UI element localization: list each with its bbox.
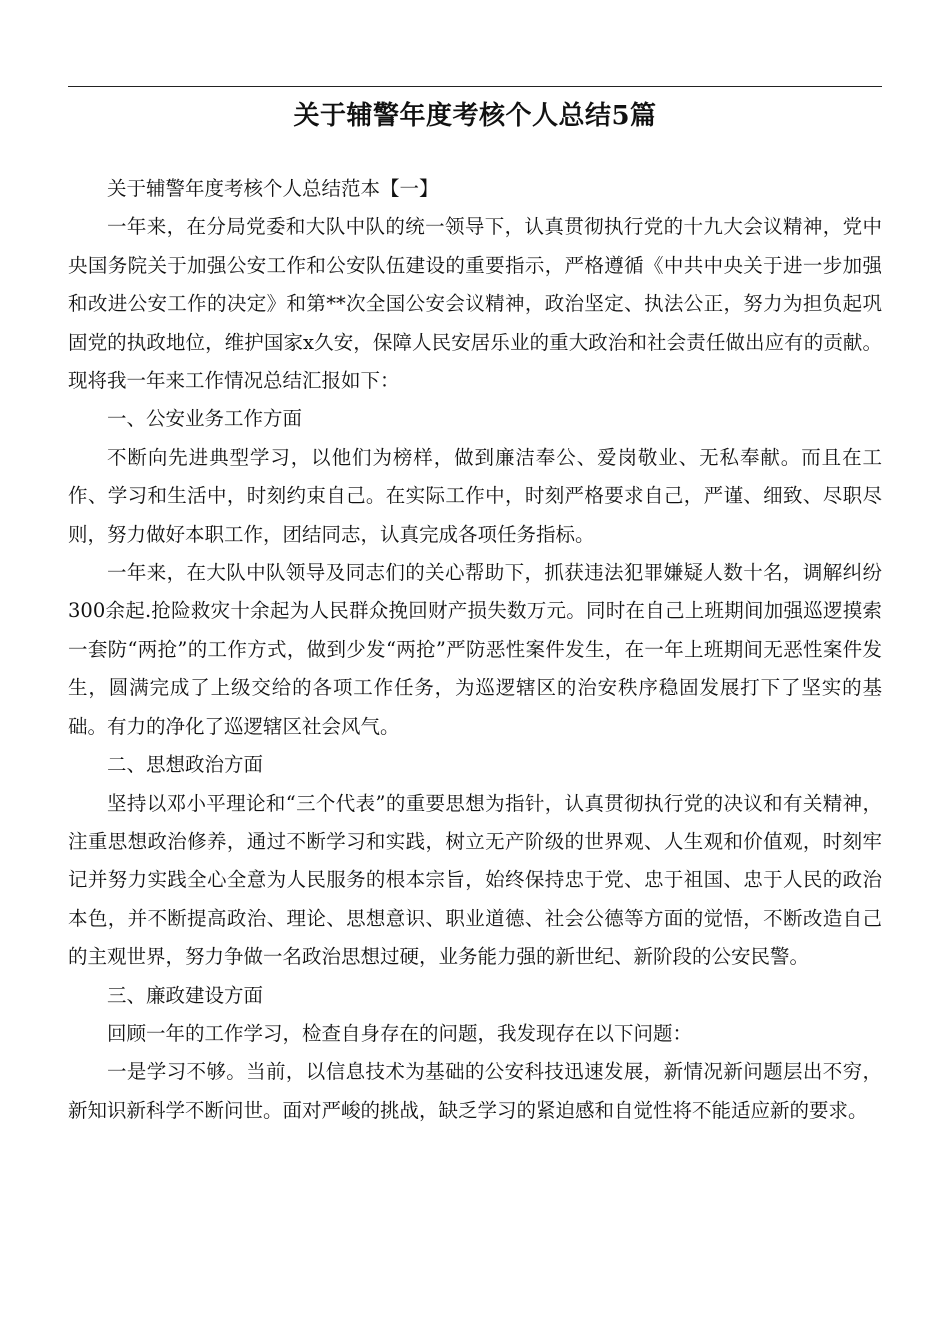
paragraph: 坚持以邓小平理论和“三个代表”的重要思想为指针，认真贯彻执行党的决议和有关精神，注重思想政治修养，通过不断学习和实践，树立无产阶级的世界观、人生观和价值观，时刻牢记并努力实践全心全意为人民服务的根本宗旨，始终保持忠于党、忠于祖国、忠于人民的政治本色，并不断提高政治、理论、思想意识、职业道德、社会公德等方面的觉悟，不断改造自己的主观世界，努力争做一名政治思想过硬，业务能力强的新世纪、新阶段的公安民警。 — [68, 791, 882, 969]
document-title: 关于辅警年度考核个人总结5篇 — [293, 101, 657, 131]
section-heading: 二、思想政治方面 — [107, 753, 264, 777]
document-body — [68, 170, 882, 1130]
section-heading: 三、廉政建设方面 — [107, 983, 264, 1007]
paragraph: 回顾一年的工作学习，检查自身存在的问题，我发现存在以下问题： — [107, 1021, 693, 1045]
section-heading: 一、公安业务工作方面 — [107, 407, 303, 431]
section-heading: 关于辅警年度考核个人总结范本【一】 — [107, 177, 439, 200]
paragraph: 不断向先进典型学习，以他们为榜样，做到廉洁奉公、爱岗敬业、无私奉献。而且在工作、学习和生活中，时刻约束自己。在实际工作中，时刻严格要求自己，严谨、细致、尽职尽则，努力做好本职工作，团结同志，认真完成各项任务指标。 — [68, 445, 882, 546]
header-rule — [68, 86, 882, 87]
paragraph: 一年来，在大队中队领导及同志们的关心帮助下，抓获违法犯罪嫌疑人数十名，调解纠纷300余起.抢险救灾十余起为人民群众挽回财产损失数万元。同时在自己上班期间加强巡逻摸索一套防“两抢”的工作方式，做到少发“两抢”严防恶性案件发生，在一年上班期间无恶性案件发生，圆满完成了上级交给的各项工作任务，为巡逻辖区的治安秩序稳固发展打下了坚实的基础。有力的净化了巡逻辖区社会风气。 — [68, 561, 882, 738]
paragraph: 一年来，在分局党委和大队中队的统一领导下，认真贯彻执行党的十九大会议精神，党中央国务院关于加强公安工作和公安队伍建设的重要指示，严格遵循《中共中央关于进一步加强和改进公安工作的决定》和第**次全国公安会议精神，政治坚定、执法公正，努力为担负起巩固党的执政地位，维护国家x久安，保障人民安居乐业的重大政治和社会责任做出应有的贡献。现将我一年来工作情况总结汇报如下： — [68, 215, 882, 393]
paragraph: 一是学习不够。当前，以信息技术为基础的公安科技迅速发展，新情况新问题层出不穷，新知识新科学不断问世。面对严峻的挑战，缺乏学习的紧迫感和自觉性将不能适应新的要求。 — [68, 1060, 882, 1122]
